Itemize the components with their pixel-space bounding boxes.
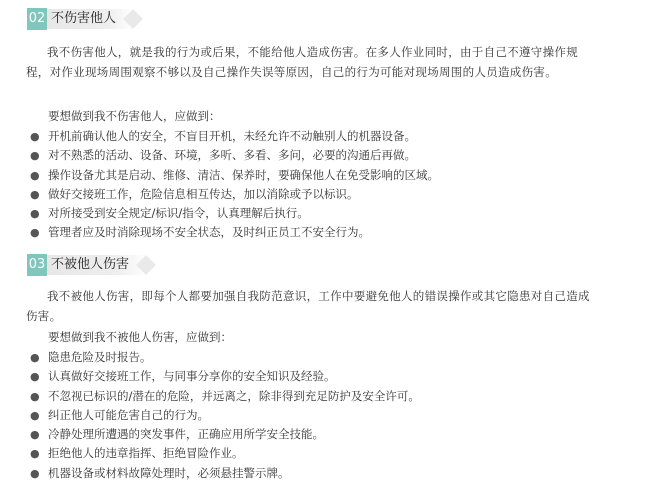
section-paragraph: 我不伤害他人，就是我的行为或后果，不能给他人造成伤害。在多人作业同时，由于自己不遵守操作规程，对作业现场周围观察不够以及自己操作失误等原因，自己的行为可能对现场周围的人员造成伤害。: [26, 45, 578, 79]
list-item: ● 做好交接班工作，危险信息相互传达，加以消除或予以标识。: [30, 185, 439, 204]
section-paragraph: 我不被他人伤害，即每个人都要加强自我防范意识，工作中要避免他人的错误操作或其它隐患对自己造成伤害。: [26, 289, 590, 323]
list-item: ● 开机前确认他人的安全，不盲目开机，未经允许不动触别人的机器设备。: [30, 127, 439, 146]
bullet-icon: ●: [30, 408, 40, 422]
section-title: 不伤害他人: [47, 9, 134, 29]
list-item: ● 对所接受到安全规定/标识/指令，认真理解后执行。: [30, 204, 439, 223]
section-title: 不被他人伤害: [47, 255, 147, 275]
list-item: ● 纠正他人可能危害自己的行为。: [30, 406, 420, 425]
bullet-icon: ●: [30, 447, 40, 461]
bullet-icon: ●: [30, 351, 40, 364]
bullet-icon: ●: [30, 370, 40, 384]
section-lead: 要想做到我不伤害他人，应做到：: [48, 109, 221, 123]
list-item: ● 管理者应及时消除现场不安全状态，及时纠正员工不安全行为。: [30, 223, 439, 242]
list-item: ● 认真做好交接班工作，与同事分享你的安全知识及经验。: [30, 367, 420, 386]
section-header: [0, 8, 650, 32]
bullet-icon: ●: [30, 168, 40, 182]
list-item: ● 对不熟悉的活动、设备、环境，多听、多看、多问，必要的沟通后再做。: [30, 146, 439, 165]
bullet-icon: ●: [30, 466, 40, 480]
bullet-icon: ●: [30, 187, 40, 201]
section-not-harmed-by-others: [0, 254, 650, 278]
list-item: ● 拒绝他人的违章指挥、拒绝冒险作业。: [30, 444, 420, 463]
bullet-icon: ●: [30, 149, 40, 163]
bullet-icon: ●: [30, 226, 40, 240]
section-lead: 要想做到我不被他人伤害，应做到：: [48, 330, 232, 344]
section-number-badge: 02: [27, 8, 47, 30]
bullet-icon: ●: [30, 428, 40, 442]
section-header: [0, 254, 650, 278]
section-no-harm-others: [0, 8, 650, 32]
bullet-icon: ●: [30, 389, 40, 403]
bullet-icon: ●: [30, 207, 40, 221]
bullet-list: [30, 348, 420, 483]
list-item: ● 隐患危险及时报告。: [30, 348, 420, 367]
list-item: ● 冷静处理所遭遇的突发事件，正确应用所学安全技能。: [30, 425, 420, 444]
bullet-icon: ●: [30, 130, 40, 143]
list-item: ● 不忽视已标识的/潜在的危险，并远离之，除非得到充足防护及安全许可。: [30, 387, 420, 406]
bullet-list: [30, 127, 439, 243]
list-item: ● 操作设备尤其是启动、维修、清洁、保养时，要确保他人在免受影响的区域。: [30, 166, 439, 185]
section-number-badge: 03: [27, 254, 47, 276]
list-item: ● 机器设备或材料故障处理时，必须悬挂警示牌。: [30, 464, 420, 483]
